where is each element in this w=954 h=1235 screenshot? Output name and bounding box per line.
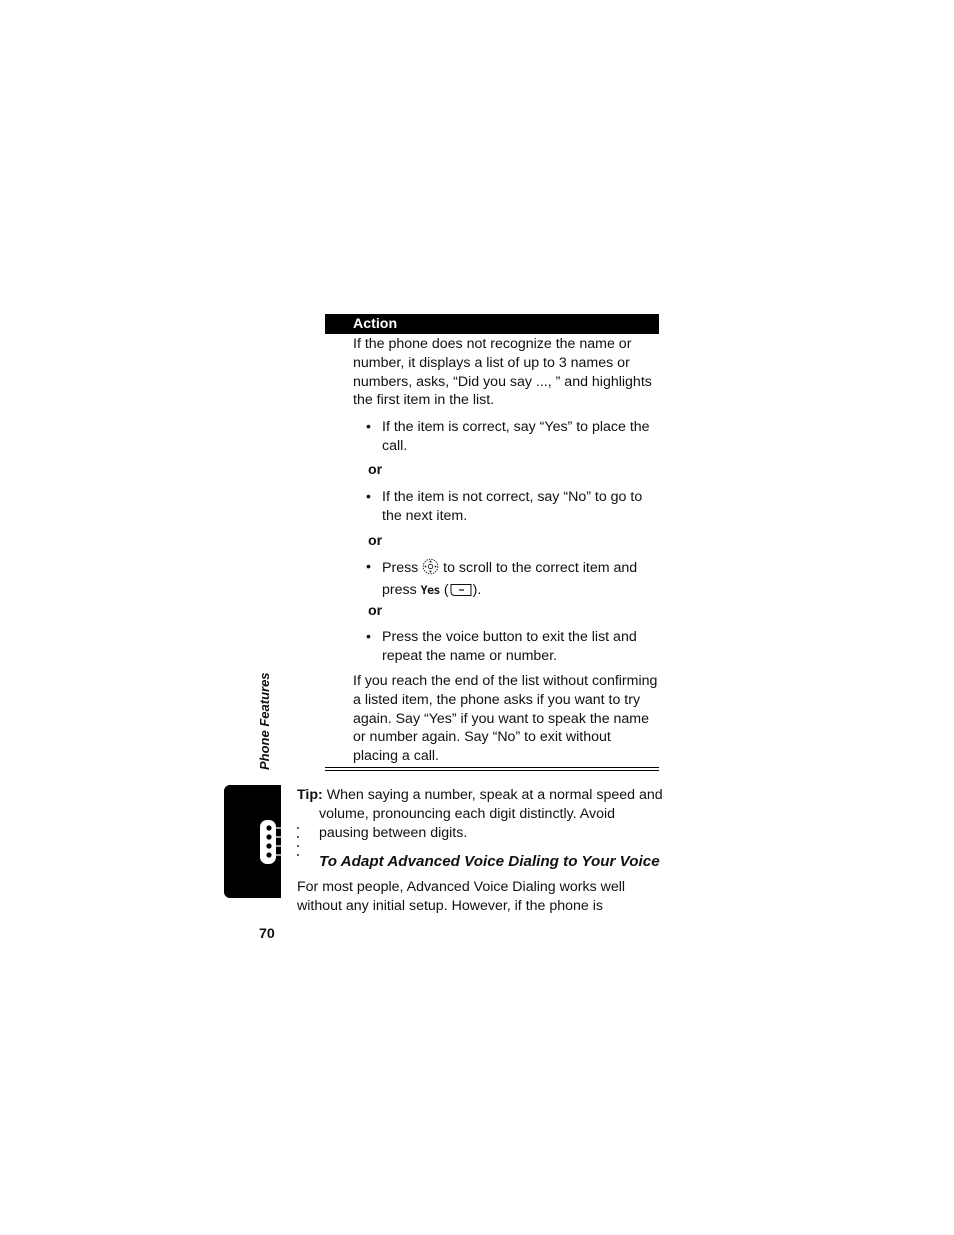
bullet-line: Press the voice button to exit the list and: [382, 629, 637, 645]
section-paragraph: [297, 878, 625, 916]
bullet-item-correct: [382, 418, 650, 456]
or-separator: or: [368, 603, 383, 619]
page-number: 70: [259, 926, 275, 942]
or-separator: or: [368, 533, 383, 549]
scroll-text: to scroll to the correct item and: [439, 560, 638, 576]
section-line: For most people, Advanced Voice Dialing works well: [297, 879, 626, 895]
table-end-rule: [325, 767, 659, 768]
tip-line: pausing between digits.: [319, 824, 468, 841]
nav-key-icon: [422, 558, 439, 581]
bullet-item-not-correct: [382, 488, 642, 526]
feature-list-icon: [260, 820, 302, 864]
section-line: without any initial setup. However, if the phone is: [297, 897, 603, 914]
outro-line: placing a call.: [353, 748, 439, 765]
table-end-rule: [325, 770, 659, 771]
bullet-line: [382, 581, 637, 603]
paren-close: ).: [472, 581, 482, 598]
tip-paragraph: [297, 786, 663, 842]
bullet-line: call.: [382, 437, 408, 454]
right-soft-key-icon: [449, 583, 473, 603]
bullet-item-scroll: [382, 558, 637, 603]
intro-line: If the phone does not recognize the name or: [353, 336, 632, 352]
bullet-dot: •: [366, 489, 371, 505]
intro-line: numbers, asks, “Did you say ..., ” and highlights: [353, 373, 652, 390]
tip-line: volume, pronouncing each digit distinctly. Avoid: [319, 805, 616, 822]
press-prefix: press: [382, 581, 421, 598]
intro-paragraph: [353, 335, 652, 410]
outro-line: or number again. Say “No” to exit without: [353, 729, 611, 746]
bullet-dot: •: [366, 559, 371, 575]
bullet-line: the next item.: [382, 507, 468, 524]
bullet-dot: •: [366, 629, 371, 645]
outro-line: If you reach the end of the list without confirming: [353, 673, 658, 689]
tip-text: When saying a number, speak at a normal speed and: [322, 787, 663, 803]
paren-open: (: [439, 581, 449, 598]
tip-line: [297, 786, 663, 805]
bullet-line: repeat the name or number.: [382, 647, 558, 664]
bullet-dot: •: [366, 419, 371, 435]
outro-line: again. Say “Yes” if you want to speak the name: [353, 710, 650, 727]
section-heading: To Adapt Advanced Voice Dialing to Your Voice: [319, 853, 660, 870]
bullet-line: If the item is not correct, say “No” to go to: [382, 489, 643, 505]
bullet-line: [382, 558, 637, 581]
bullet-line: If the item is correct, say “Yes” to place the: [382, 419, 650, 435]
bullet-item-voice-button: [382, 628, 637, 666]
chapter-side-label: Phone Features: [257, 672, 272, 770]
press-word: Press: [382, 560, 419, 576]
table-header: [325, 314, 659, 334]
yes-key-label: Yes: [420, 582, 440, 597]
outro-paragraph: [353, 672, 657, 766]
intro-line: the first item in the list.: [353, 392, 495, 409]
tip-label: Tip:: [297, 787, 323, 803]
action-column-label: Action: [353, 316, 398, 332]
intro-line: number, it displays a list of up to 3 names or: [353, 354, 630, 371]
or-separator: or: [368, 462, 383, 478]
outro-line: a listed item, the phone asks if you want to try: [353, 691, 641, 708]
